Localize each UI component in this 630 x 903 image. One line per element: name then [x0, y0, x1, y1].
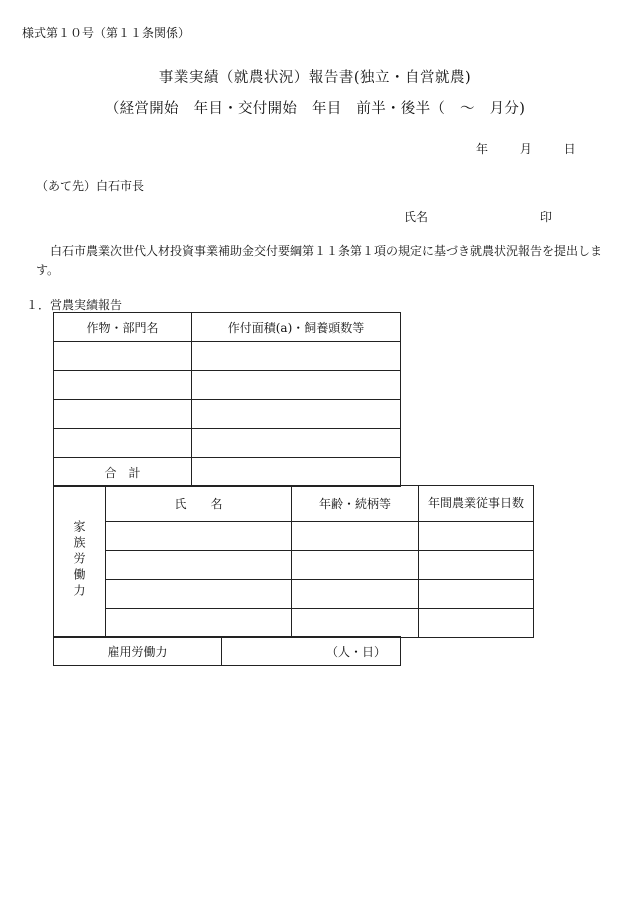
crop-area-cell[interactable] — [192, 371, 401, 400]
hired-labor-label: 雇用労働力 — [54, 637, 222, 666]
date-year-label: 年 — [476, 142, 489, 156]
hired-labor-value-cell[interactable] — [222, 637, 401, 666]
table-row — [54, 400, 401, 429]
table-row — [54, 580, 534, 609]
form-number: 様式第１０号（第１１条関係） — [22, 26, 191, 40]
crop-name-cell[interactable] — [54, 400, 192, 429]
table-row — [54, 371, 401, 400]
signature-line — [404, 208, 552, 225]
table-header-row — [54, 486, 534, 522]
family-age-cell[interactable] — [292, 609, 419, 638]
table-row — [54, 609, 534, 638]
crop-area-cell[interactable] — [192, 400, 401, 429]
family-days-cell[interactable] — [419, 580, 534, 609]
total-label: 合 計 — [54, 458, 192, 487]
crops-table — [53, 312, 401, 487]
family-name-cell[interactable] — [106, 551, 292, 580]
family-days-cell[interactable] — [419, 551, 534, 580]
family-age-header: 年齢・続柄等 — [292, 486, 419, 522]
table-row — [54, 551, 534, 580]
document-title: 事業実績（就農状況）報告書(独立・自営就農) — [158, 70, 472, 86]
body-paragraph: 白石市農業次世代人材投資事業補助金交付要綱第１１条第１項の規定に基づき就農状況報告を提出します。 — [36, 244, 603, 277]
family-days-cell[interactable] — [419, 609, 534, 638]
family-labor-table — [53, 485, 534, 638]
total-row — [54, 458, 401, 487]
table-row — [54, 522, 534, 551]
document-subtitle: （経営開始 年目・交付開始 年目 前半・後半（ ～ 月分) — [104, 101, 526, 117]
family-name-header: 氏 名 — [106, 486, 292, 522]
crop-name-cell[interactable] — [54, 429, 192, 458]
crop-area-cell[interactable] — [192, 429, 401, 458]
family-name-cell[interactable] — [106, 580, 292, 609]
date-month-label: 月 — [519, 142, 532, 156]
crop-area-header: 作付面積(a)・飼養頭数等 — [192, 313, 401, 342]
table-row — [54, 342, 401, 371]
hired-labor-unit: （人・日） — [325, 644, 386, 659]
family-age-cell[interactable] — [292, 580, 419, 609]
family-days-cell[interactable] — [419, 522, 534, 551]
family-name-cell[interactable] — [106, 609, 292, 638]
hired-labor-table — [53, 636, 401, 666]
total-value-cell[interactable] — [192, 458, 401, 487]
crop-name-cell[interactable] — [54, 342, 192, 371]
crop-area-cell[interactable] — [192, 342, 401, 371]
family-days-header: 年間農業従事日数 — [419, 486, 534, 522]
crop-name-header: 作物・部門名 — [54, 313, 192, 342]
table-header-row — [54, 313, 401, 342]
family-name-cell[interactable] — [106, 522, 292, 551]
table-row — [54, 429, 401, 458]
date-day-label: 日 — [563, 142, 576, 156]
family-age-cell[interactable] — [292, 522, 419, 551]
family-labor-side-text: 家族労働力 — [72, 520, 86, 600]
name-label: 氏名 — [404, 210, 429, 224]
family-age-cell[interactable] — [292, 551, 419, 580]
addressee: （あて先）白石市長 — [36, 179, 145, 193]
table-row — [54, 637, 401, 666]
family-labor-side-label — [54, 486, 106, 638]
seal-label: 印 — [539, 210, 552, 224]
section-1-title: １．営農実績報告 — [26, 298, 123, 312]
crop-name-cell[interactable] — [54, 371, 192, 400]
date-line — [476, 140, 576, 157]
